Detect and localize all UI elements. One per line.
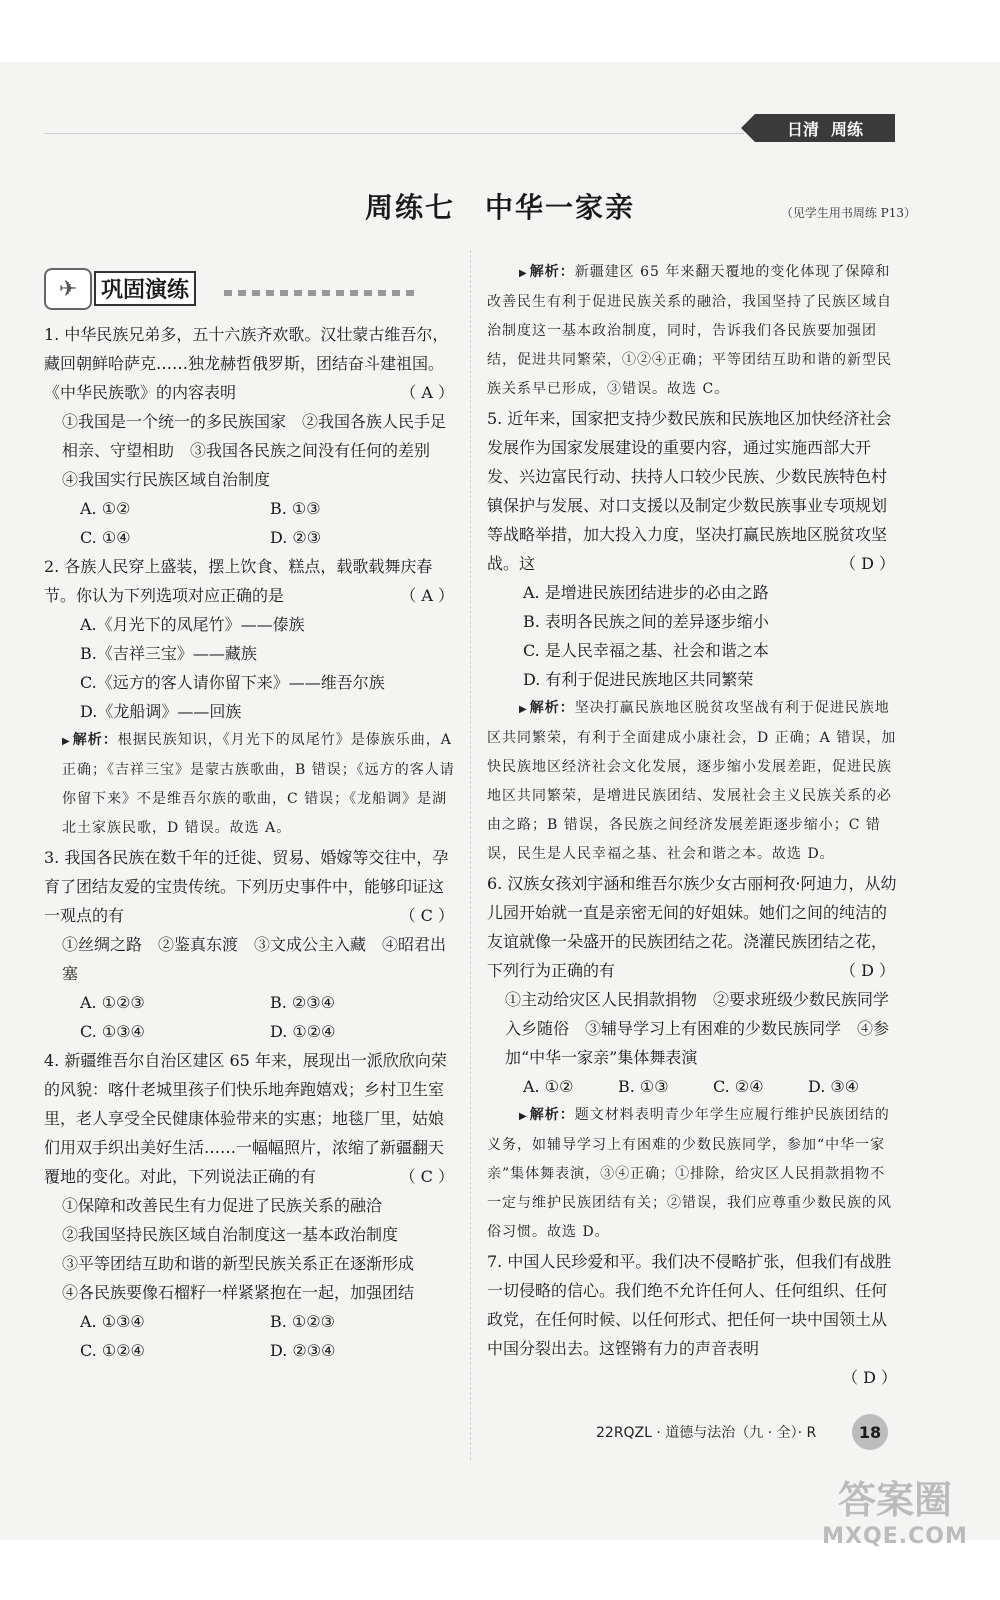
option: A. ①②③ — [80, 993, 145, 1012]
analysis-tag: ▶ 解析： — [519, 700, 575, 716]
options — [44, 988, 456, 1046]
option: C. ①③④ — [80, 1022, 145, 1041]
option: A. 是增进民族团结进步的必由之路 — [523, 583, 769, 602]
analysis — [487, 694, 897, 869]
analysis-tag: ▶ 解析： — [62, 732, 118, 748]
question-stem: 5. 近年来，国家把支持少数民族和民族地区加快经济社会发展作为国家发展建设的重要内容，通过实施西部大开发、兴边富民行动、扶持人口较少民族、少数民族特色村镇保护与发展、对口支援以及制定少数民族事业专项规划等战略举措，加大投入力度，坚决打赢民族地区脱贫攻坚战。这 — [487, 409, 892, 573]
analysis-tag: ▶ 解析： — [519, 264, 575, 280]
option: B. ②③④ — [270, 993, 335, 1012]
option: D. ③④ — [808, 1077, 860, 1096]
question-5 — [487, 404, 897, 869]
option: A.《月光下的凤尾竹》——傣族 — [80, 615, 305, 634]
analysis-tag: ▶ 解析： — [519, 1107, 575, 1123]
statement: ②我国坚持民族区域自治制度这一基本政治制度 — [62, 1225, 399, 1244]
statements: ①主动给灾区人民捐款捐物 ②要求班级少数民族同学入乡随俗 ③辅导学习上有困难的少数民族同学 ④参加“中华一家亲”集体舞表演 — [505, 990, 890, 1067]
question-6 — [487, 869, 897, 1247]
option: D. ①②④ — [270, 1022, 336, 1041]
option: A. ①③④ — [80, 1312, 145, 1331]
section-header — [44, 268, 456, 308]
answer: （ A ） — [400, 586, 454, 605]
statements: ①丝绸之路 ②鉴真东渡 ③文成公主入藏 ④昭君出塞 — [62, 935, 447, 983]
answer: （ D ） — [839, 554, 895, 573]
answer: （ D ） — [839, 961, 895, 980]
question-stem: 6. 汉族女孩刘宇涵和维吾尔族少女古丽柯孜·阿迪力，从幼儿园开始就一直是亲密无间的好姐妹。她们之间的纯洁的友谊就像一朵盛开的民族团结之花。浇灌民族团结之花，下列行为正确的有 — [487, 874, 897, 980]
question-stem: 7. 中国人民珍爱和平。我们决不侵略扩张，但我们有战胜一切侵略的信心。我们绝不允许任何人、任何组织、任何政党，在任何时候、以任何形式、把任何一块中国领土从中国分裂出去。这铿锵有力的声音表明 — [487, 1252, 892, 1358]
answer: （ D ） — [841, 1368, 897, 1387]
option: C. ①④ — [80, 528, 131, 547]
footer-text: 22RQZL · 道德与法治（九 · 全）· R — [596, 1425, 817, 1441]
watermark-small: MXQE.COM — [822, 1524, 968, 1549]
option: D. ②③④ — [270, 1341, 336, 1360]
question-stem: 1. 中华民族兄弟多，五十六族齐欢歌。汉壮蒙古维吾尔，藏回朝鲜哈萨克……独龙赫哲俄罗斯，团结奋斗建祖国。《中华民族歌》的内容表明 — [44, 325, 449, 402]
answer: （ A ） — [400, 383, 454, 402]
page-number: 18 — [852, 1414, 888, 1450]
option: B. ①③ — [270, 499, 321, 518]
page-title: 周练七 中华一家亲 — [364, 191, 635, 224]
question-7 — [487, 1247, 897, 1392]
question-4 — [44, 1046, 456, 1365]
answer: （ C ） — [399, 906, 454, 925]
header-tag — [755, 114, 895, 142]
question-stem: 3. 我国各民族在数千年的迁徙、贸易、婚嫁等交往中，孕育了团结友爱的宝贵传统。下列历史事件中，能够印证这一观点的有 — [44, 848, 449, 925]
analysis-text: 坚决打赢民族地区脱贫攻坚战有利于促进民族地区共同繁荣，有利于全面建成小康社会，D 正确；A 错误，加快民族地区经济社会文化发展，逐步缩小发展差距，促进民族地区共同繁荣，是增进民族团结、发展社会主义民族关系的必由之路；B 错误，各民族之间经济发展差距逐步缩小；C 错误，民生是人民幸福之基、社会和谐之本。故选 D。 — [487, 700, 897, 862]
question-2 — [44, 552, 456, 843]
analysis — [44, 726, 456, 843]
options — [487, 1072, 897, 1101]
header-tag-right: 周练 — [831, 119, 864, 139]
question-stem: 2. 各族人民穿上盛装，摆上饮食、糕点，载歌载舞庆春节。你认为下列选项对应正确的是 — [44, 557, 433, 605]
option: B. ①③ — [618, 1077, 669, 1096]
answer: （ C ） — [399, 1167, 454, 1186]
option: B. ①②③ — [270, 1312, 335, 1331]
title-note: （见学生用书周练 P13） — [780, 206, 916, 220]
statement: ④各民族要像石榴籽一样紧紧抱在一起，加强团结 — [62, 1283, 415, 1302]
analysis-text: 新疆建区 65 年来翻天覆地的变化体现了保障和改善民生有利于促进民族关系的融洽，我国坚持了民族区域自治制度这一基本政治制度，同时，告诉我们各民族要加强团结，促进共同繁荣，①②④正确；平等团结互助和谐的新型民族关系早已形成，③错误。故选 C。 — [487, 264, 892, 397]
option: A. ①② — [523, 1077, 574, 1096]
option: D. ②③ — [270, 528, 322, 547]
option: D.《龙船调》——回族 — [80, 702, 242, 721]
option: B. 表明各民族之间的差异逐步缩小 — [523, 612, 769, 631]
header-tag-left: 日清 — [786, 119, 819, 139]
right-column — [487, 258, 897, 1392]
statement: ③平等团结互助和谐的新型民族关系正在逐渐形成 — [62, 1254, 415, 1273]
options — [44, 494, 456, 552]
analysis-text: 题文材料表明青少年学生应履行维护民族团结的义务，如辅导学习上有困难的少数民族同学，参加“中华一家亲”集体舞表演，③④正确；①排除，给灾区人民捐款捐物不一定与维护民族团结有关；②错误，我们应尊重少数民族的风俗习惯。故选 D。 — [487, 1107, 892, 1240]
option: B.《吉祥三宝》——藏族 — [80, 644, 257, 663]
option: C. 是人民幸福之基、社会和谐之本 — [523, 641, 769, 660]
watermark-big: 答案圈 — [837, 1478, 952, 1522]
question-1 — [44, 320, 456, 552]
watermark-logo — [810, 1478, 980, 1568]
analysis — [487, 1101, 897, 1247]
rocket-icon: ✈ — [44, 268, 92, 310]
option: C. ②④ — [713, 1077, 764, 1096]
left-column — [44, 320, 456, 1365]
options — [44, 1307, 456, 1365]
header-rule — [44, 133, 744, 134]
option: C. ①②④ — [80, 1341, 145, 1360]
option: C.《远方的客人请你留下来》——维吾尔族 — [80, 673, 385, 692]
analysis — [487, 258, 897, 404]
section-title: 巩固演练 — [94, 271, 196, 306]
column-divider — [470, 250, 472, 1460]
statement: ①保障和改善民生有力促进了民族关系的融洽 — [62, 1196, 383, 1215]
statements: ①我国是一个统一的多民族国家 ②我国各族人民手足相亲、守望相助 ③我国各民族之间没有任何的差别 ④我国实行民族区域自治制度 — [62, 412, 447, 489]
question-3 — [44, 843, 456, 1046]
option: A. ①② — [80, 499, 131, 518]
analysis-text: 根据民族知识，《月光下的凤尾竹》是傣族乐曲，A 正确；《吉祥三宝》是蒙古族歌曲，B 错误；《远方的客人请你留下来》不是维吾尔族的歌曲，C 错误；《龙船调》是湖北土家族民歌，D 错误。故选 A。 — [62, 732, 455, 836]
option: D. 有利于促进民族地区共同繁荣 — [523, 670, 754, 689]
section-stripes — [224, 290, 414, 296]
question-stem: 4. 新疆维吾尔自治区建区 65 年来，展现出一派欣欣向荣的风貌：喀什老城里孩子们快乐地奔跑嬉戏；乡村卫生室里，老人享受全民健康体验带来的实惠；地毯厂里，姑娘们用双手织出美好生活……一幅幅照片，浓缩了新疆翻天覆地的变化。对此，下列说法正确的有 — [44, 1051, 447, 1186]
